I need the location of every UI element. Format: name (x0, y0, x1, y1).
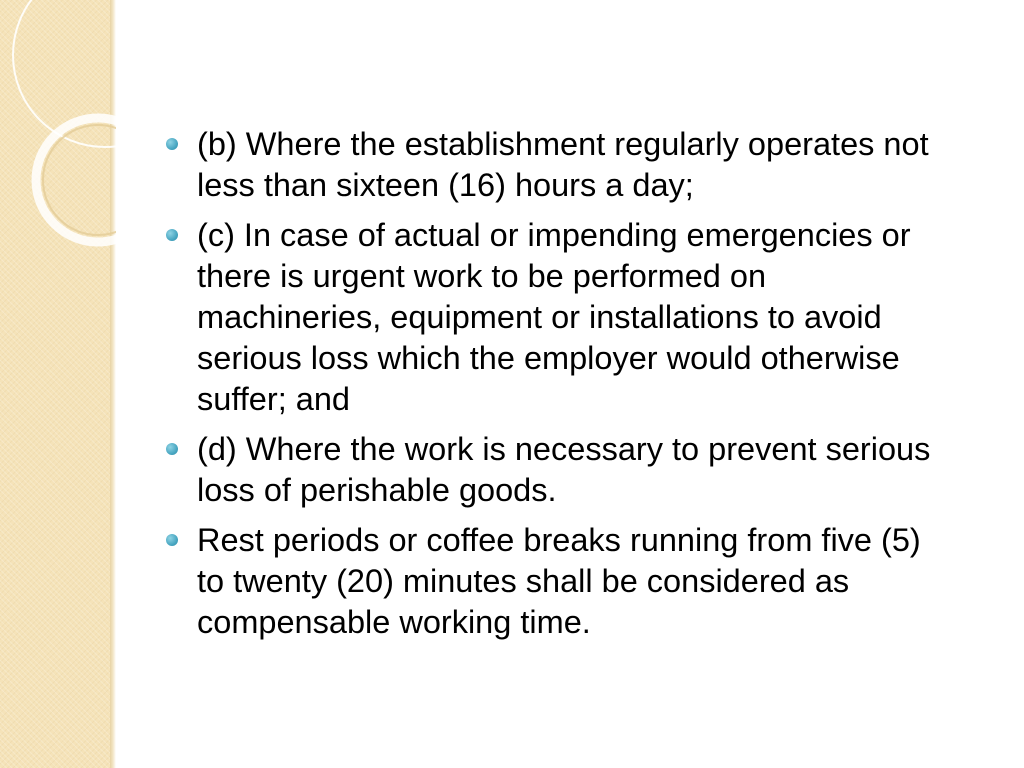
bullet-item (160, 429, 950, 511)
bullet-text: (c) In case of actual or impending emergencies or there is urgent work to be performed on machineries, equipment or installations to avoid serious loss which the employer would otherwise suffer; and (197, 217, 911, 417)
decorative-ring-medium (36, 118, 116, 242)
bullet-icon (166, 443, 178, 455)
bullet-icon (166, 138, 178, 150)
bullet-text: Rest periods or coffee breaks running from five (5) to twenty (20) minutes shall be considered as compensable working time. (197, 522, 921, 640)
bullet-text: (b) Where the establishment regularly operates not less than sixteen (16) hours a day; (197, 126, 929, 203)
bullet-item (160, 520, 950, 643)
bullet-list (160, 124, 950, 652)
bullet-icon (166, 534, 178, 546)
bullet-icon (166, 229, 178, 241)
bullet-text: (d) Where the work is necessary to prevent serious loss of perishable goods. (197, 431, 931, 508)
decorative-rings (0, 0, 116, 300)
bullet-item (160, 124, 950, 206)
bullet-item (160, 215, 950, 420)
